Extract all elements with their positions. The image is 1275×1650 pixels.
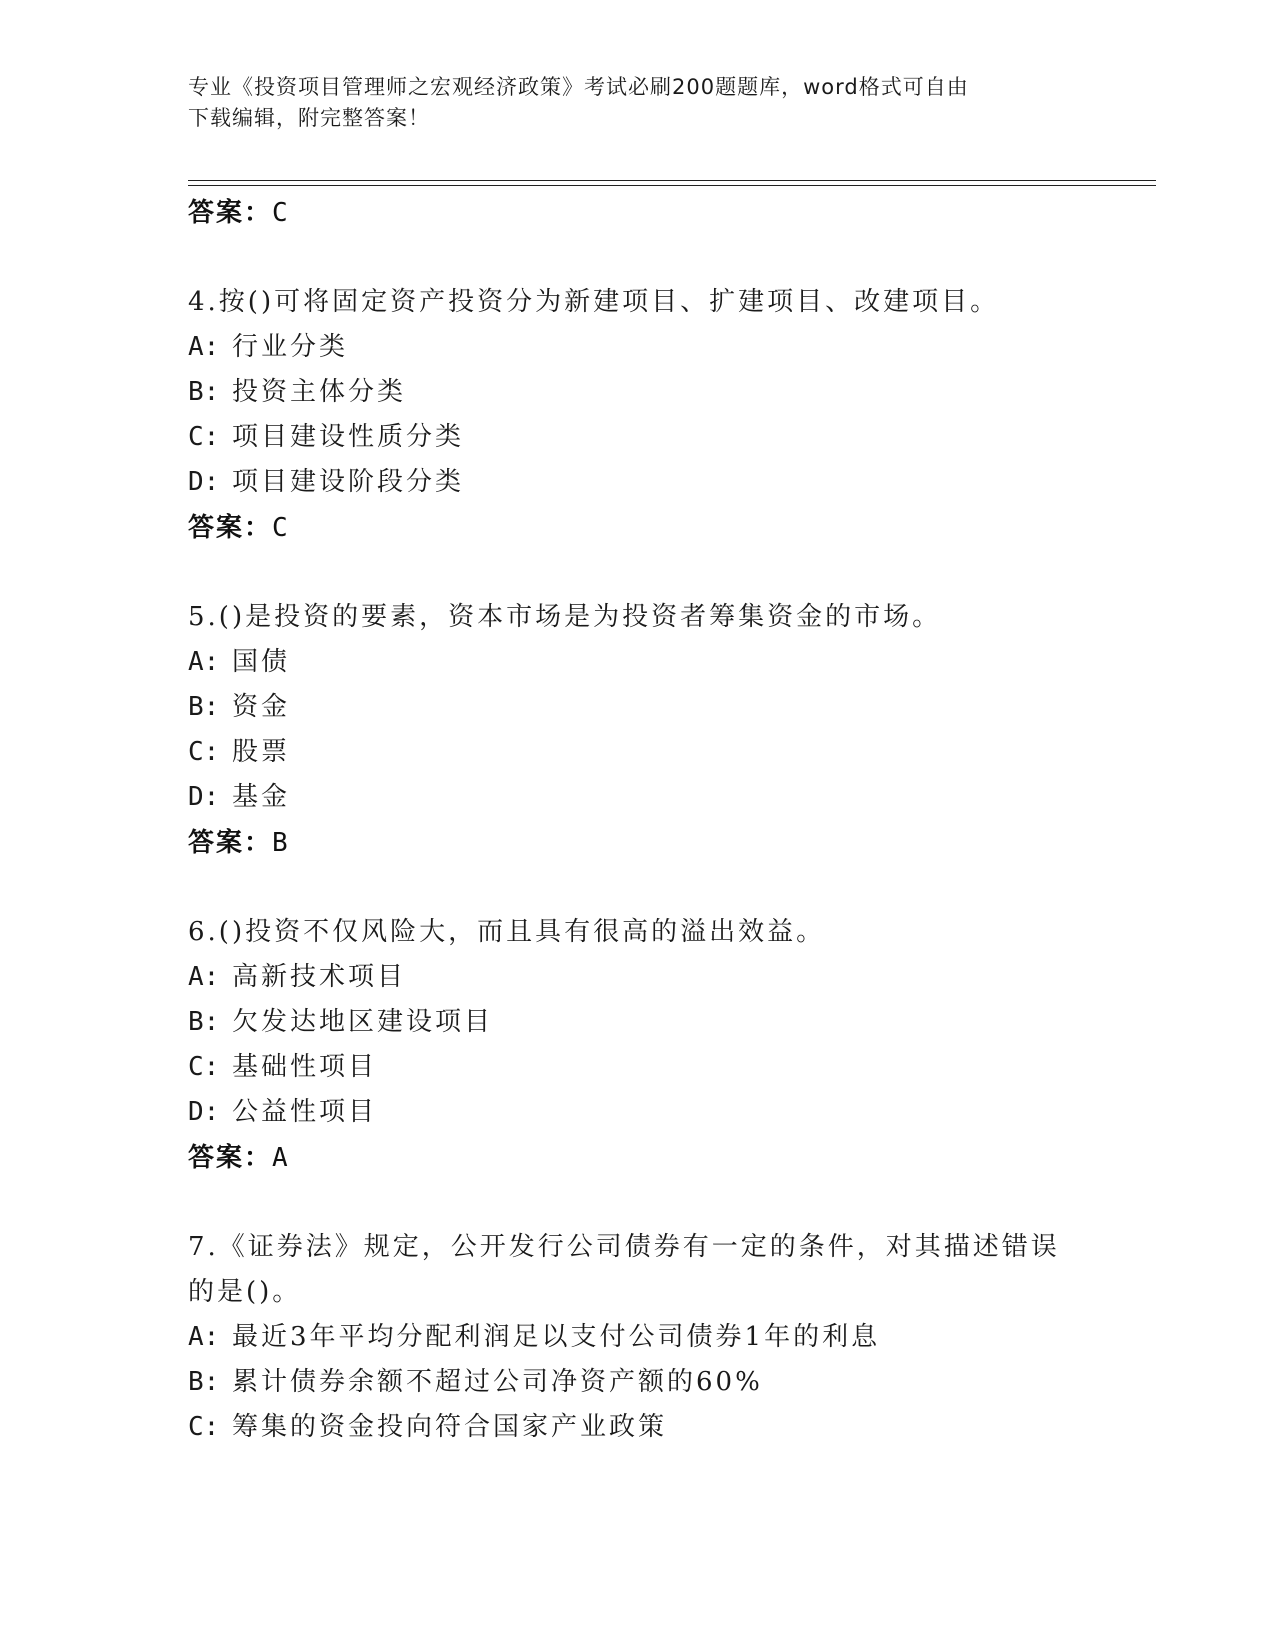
option-text: 最近3年平均分配利润足以支付公司债券1年的利息: [232, 1322, 881, 1352]
header-line-2: 下载编辑，附完整答案！: [188, 106, 430, 130]
answer-line: [188, 190, 1088, 236]
option-key: A:: [188, 647, 220, 677]
option-b: [188, 1000, 1088, 1045]
option-key: A:: [188, 1322, 220, 1352]
option-c: [188, 730, 1088, 775]
option-a: [188, 325, 1088, 370]
option-c: [188, 415, 1088, 460]
option-text: 欠发达地区建设项目: [232, 1007, 494, 1037]
answer-label: 答案：: [188, 828, 273, 858]
header-divider-bottom: [188, 185, 1156, 186]
answer-line: [188, 1135, 1088, 1181]
option-key: B:: [188, 377, 220, 407]
question-stem: 5.()是投资的要素，资本市场是为投资者筹集资金的市场。: [188, 602, 942, 632]
option-a: [188, 640, 1088, 685]
document-header: [188, 72, 1068, 134]
option-key: B:: [188, 1367, 220, 1397]
question-stem-line-1: 7.《证券法》规定，公开发行公司债券有一定的条件，对其描述错误: [188, 1232, 1060, 1262]
option-key: A:: [188, 332, 220, 362]
option-c: [188, 1045, 1088, 1090]
answer-value: C: [272, 198, 290, 228]
question-5: [188, 595, 1088, 866]
question-stem: 6.()投资不仅风险大，而且具有很高的溢出效益。: [188, 917, 826, 947]
answer-value: A: [272, 1143, 290, 1173]
option-key: C:: [188, 1052, 220, 1082]
option-a: [188, 955, 1088, 1000]
option-text: 基础性项目: [232, 1052, 378, 1082]
option-b: [188, 1360, 1088, 1405]
option-key: D:: [188, 782, 220, 812]
option-text: 累计债券余额不超过公司净资产额的60%: [232, 1367, 763, 1397]
document-body: [188, 190, 1088, 1450]
option-key: C:: [188, 422, 220, 452]
option-d: [188, 775, 1088, 820]
answer-label: 答案：: [188, 198, 273, 228]
option-text: 高新技术项目: [232, 962, 407, 992]
header-divider-top: [188, 180, 1156, 181]
question-stem: 4.按()可将固定资产投资分为新建项目、扩建项目、改建项目。: [188, 287, 1000, 317]
answer-line: [188, 820, 1088, 866]
question-6: [188, 910, 1088, 1181]
option-key: D:: [188, 467, 220, 497]
answer-label: 答案：: [188, 1143, 273, 1173]
option-d: [188, 460, 1088, 505]
option-a: [188, 1315, 1088, 1360]
option-text: 筹集的资金投向符合国家产业政策: [232, 1412, 668, 1442]
option-text: 基金: [232, 782, 291, 812]
question-stem-line-2: 的是()。: [188, 1277, 302, 1307]
option-c: [188, 1405, 1088, 1450]
option-b: [188, 685, 1088, 730]
option-d: [188, 1090, 1088, 1135]
option-key: A:: [188, 962, 220, 992]
answer-line: [188, 505, 1088, 551]
option-key: C:: [188, 737, 220, 767]
option-key: D:: [188, 1097, 220, 1127]
option-text: 股票: [232, 737, 291, 767]
question-7: [188, 1225, 1088, 1450]
option-text: 投资主体分类: [232, 377, 407, 407]
option-text: 项目建设阶段分类: [232, 467, 465, 497]
option-b: [188, 370, 1088, 415]
option-text: 公益性项目: [232, 1097, 378, 1127]
answer-value: C: [272, 513, 290, 543]
option-key: B:: [188, 1007, 220, 1037]
option-text: 国债: [232, 647, 291, 677]
option-key: B:: [188, 692, 220, 722]
question-4: [188, 280, 1088, 551]
option-text: 行业分类: [232, 332, 349, 362]
option-text: 资金: [232, 692, 291, 722]
option-key: C:: [188, 1412, 220, 1442]
option-text: 项目建设性质分类: [232, 422, 465, 452]
answer-value: B: [272, 828, 290, 858]
answer-label: 答案：: [188, 513, 273, 543]
header-line-1: 专业《投资项目管理师之宏观经济政策》考试必刷200题题库，word格式可自由: [188, 75, 969, 99]
